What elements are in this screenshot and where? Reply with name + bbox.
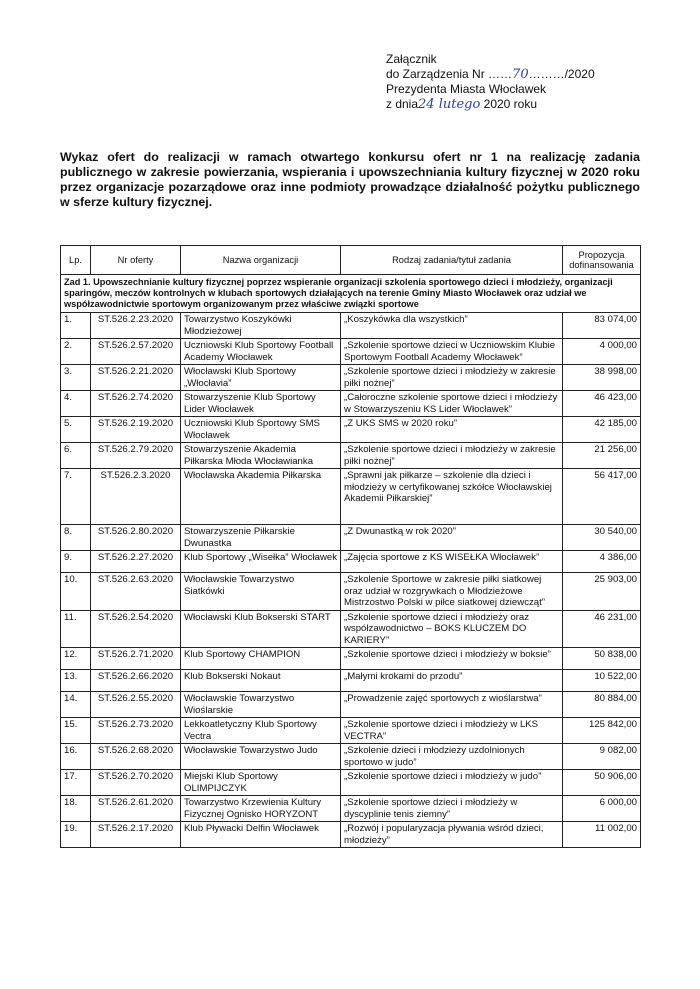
row-offer-number: ST.526.2.80.2020 [91, 525, 181, 551]
table-row [61, 770, 641, 796]
row-amount: 50 906,00 [563, 770, 641, 796]
row-lp: 16. [61, 744, 91, 770]
row-offer-number: ST.526.2.74.2020 [91, 391, 181, 417]
row-organization: Włocławskie Towarzystwo Judo [181, 744, 341, 770]
row-amount: 30 540,00 [563, 525, 641, 551]
table-row [61, 573, 641, 611]
row-offer-number: ST.526.2.68.2020 [91, 744, 181, 770]
document-title: Wykaz ofert do realizacji w ramach otwartego konkursu ofert nr 1 na realizację zadania publicznego w zakresie powierzania, wspierania i upowszechniania kultury fizycznej w 2020 roku przez organizacje pozarządowe oraz inne podmioty prowadzące działalność pożytku publicznego w sferze kultury fizycznej. [60, 150, 640, 209]
row-offer-number: ST.526.2.63.2020 [91, 573, 181, 611]
row-offer-number: ST.526.2.73.2020 [91, 718, 181, 744]
row-amount: 125 842,00 [563, 718, 641, 744]
ordinance-number-line [386, 67, 595, 82]
row-amount: 56 417,00 [563, 469, 641, 525]
row-organization: Klub Sportowy „Wisełka” Włocławek [181, 551, 341, 573]
header-offer-number: Nr oferty [91, 246, 181, 275]
row-task: „Zajęcia sportowe z KS WISEŁKA Włocławek” [341, 551, 563, 573]
row-organization: Stowarzyszenie Piłkarskie Dwunastka [181, 525, 341, 551]
date-line [386, 97, 595, 112]
row-lp: 17. [61, 770, 91, 796]
row-amount: 4 386,00 [563, 551, 641, 573]
row-organization: Stowarzyszenie Klub Sportowy Lider Włocławek [181, 391, 341, 417]
row-task: „Szkolenie sportowe dzieci i młodzieży w dyscyplinie tenis ziemny” [341, 796, 563, 822]
offers-table [60, 245, 641, 848]
row-organization: Miejski Klub Sportowy OLIMPIJCZYK [181, 770, 341, 796]
row-amount: 10 522,00 [563, 670, 641, 692]
row-organization: Klub Pływacki Delfin Włocławek [181, 822, 341, 848]
row-organization: Stowarzyszenie Akademia Piłkarska Młoda Włocławianka [181, 443, 341, 469]
table-row [61, 610, 641, 648]
row-organization: Klub Bokserski Nokaut [181, 670, 341, 692]
row-organization: Uczniowski Klub Sportowy Football Academy Włocławek [181, 339, 341, 365]
table-row [61, 744, 641, 770]
ordinance-prefix: do Zarządzenia Nr …… [386, 67, 513, 81]
row-lp: 12. [61, 648, 91, 670]
ordinance-suffix: ………/2020 [528, 67, 595, 81]
row-task: „Małymi krokami do przodu” [341, 670, 563, 692]
row-organization: Towarzystwo Koszykówki Młodzieżowej [181, 313, 341, 339]
issuer-line: Prezydenta Miasta Włocławek [386, 82, 547, 96]
row-task: „Koszykówka dla wszystkich” [341, 313, 563, 339]
header-organization: Nazwa organizacji [181, 246, 341, 275]
row-task: „Szkolenie sportowe dzieci w Uczniowskim Klubie Sportowym Football Academy Włocławek” [341, 339, 563, 365]
header-amount: Propozycja dofinansowania [563, 246, 641, 275]
header-lp: Lp. [61, 246, 91, 275]
row-amount: 6 000,00 [563, 796, 641, 822]
row-lp: 15. [61, 718, 91, 744]
row-amount: 50 838,00 [563, 648, 641, 670]
row-organization: Lekkoatletyczny Klub Sportowy Vectra [181, 718, 341, 744]
row-lp: 13. [61, 670, 91, 692]
row-lp: 11. [61, 610, 91, 648]
row-organization: Włocławski Klub Sportowy „Włocłavia” [181, 365, 341, 391]
table-row [61, 443, 641, 469]
row-task: „Z Dwunastką w rok 2020” [341, 525, 563, 551]
date-prefix: z dnia [386, 97, 419, 111]
annex-header [386, 52, 595, 112]
table-row [61, 648, 641, 670]
table-row [61, 313, 641, 339]
table-row [61, 551, 641, 573]
row-task: „Z UKS SMS w 2020 roku” [341, 417, 563, 443]
section-row [61, 275, 641, 313]
row-task: „Sprawni jak piłkarze – szkolenie dla dzieci i młodzieży w certyfikowanej szkółce Włocławskiej Akademii Piłkarskiej” [341, 469, 563, 525]
row-offer-number: ST.526.2.3.2020 [91, 469, 181, 525]
table-row [61, 525, 641, 551]
row-organization: Uczniowski Klub Sportowy SMS Włocławek [181, 417, 341, 443]
row-amount: 46 423,00 [563, 391, 641, 417]
row-lp: 8. [61, 525, 91, 551]
row-amount: 80 884,00 [563, 692, 641, 718]
row-lp: 5. [61, 417, 91, 443]
row-organization: Włocławska Akademia Piłkarska [181, 469, 341, 525]
row-lp: 6. [61, 443, 91, 469]
table-row [61, 718, 641, 744]
row-offer-number: ST.526.2.71.2020 [91, 648, 181, 670]
row-amount: 9 082,00 [563, 744, 641, 770]
table-row [61, 391, 641, 417]
row-task: „Szkolenie Sportowe w zakresie piłki siatkowej oraz udział w rozgrywkach o Młodzieżowe Mistrzostwo Polski w piłce siatkowej dziewcząt” [341, 573, 563, 611]
row-task: „Całoroczne szkolenie sportowe dzieci i młodzieży w Stowarzyszeniu KS Lider Włocławek” [341, 391, 563, 417]
row-task: „Szkolenie sportowe dzieci i młodzieży w zakresie piłki nożnej” [341, 365, 563, 391]
row-lp: 18. [61, 796, 91, 822]
row-lp: 4. [61, 391, 91, 417]
row-amount: 25 903,00 [563, 573, 641, 611]
row-amount: 11 002,00 [563, 822, 641, 848]
row-task: „Prowadzenie zajęć sportowych z wioślarstwa” [341, 692, 563, 718]
table-row [61, 692, 641, 718]
row-amount: 38 998,00 [563, 365, 641, 391]
row-task: „Rozwój i popularyzacja pływania wśród dzieci, młodzieży” [341, 822, 563, 848]
row-offer-number: ST.526.2.55.2020 [91, 692, 181, 718]
row-offer-number: ST.526.2.70.2020 [91, 770, 181, 796]
row-task: „Szkolenie dzieci i młodzieży uzdolnionych sportowo w judo” [341, 744, 563, 770]
row-organization: Włocławski Klub Bokserski START [181, 610, 341, 648]
row-lp: 3. [61, 365, 91, 391]
row-lp: 1. [61, 313, 91, 339]
row-task: „Szkolenie sportowe dzieci i młodzieży oraz współzawodnictwo – BOKS KLUCZEM DO KARIERY” [341, 610, 563, 648]
row-offer-number: ST.526.2.27.2020 [91, 551, 181, 573]
row-lp: 9. [61, 551, 91, 573]
row-offer-number: ST.526.2.54.2020 [91, 610, 181, 648]
row-lp: 19. [61, 822, 91, 848]
row-lp: 2. [61, 339, 91, 365]
handwritten-ordinance-number: 70 [512, 67, 529, 82]
row-lp: 14. [61, 692, 91, 718]
table-row [61, 365, 641, 391]
table-row [61, 796, 641, 822]
header-task: Rodzaj zadania/tytuł zadania [341, 246, 563, 275]
row-offer-number: ST.526.2.57.2020 [91, 339, 181, 365]
row-offer-number: ST.526.2.23.2020 [91, 313, 181, 339]
date-suffix: 2020 roku [483, 97, 538, 111]
annex-label: Załącznik [386, 52, 437, 66]
table-row [61, 469, 641, 525]
row-lp: 10. [61, 573, 91, 611]
row-task: „Szkolenie sportowe dzieci i młodzieży w boksie” [341, 648, 563, 670]
row-organization: Włocławskie Towarzystwo Siatkówki [181, 573, 341, 611]
row-task: „Szkolenie sportowe dzieci i młodzieży w zakresie piłki nożnej” [341, 443, 563, 469]
row-offer-number: ST.526.2.61.2020 [91, 796, 181, 822]
table-row [61, 417, 641, 443]
row-amount: 21 256,00 [563, 443, 641, 469]
row-amount: 83 074,00 [563, 313, 641, 339]
row-offer-number: ST.526.2.79.2020 [91, 443, 181, 469]
row-offer-number: ST.526.2.21.2020 [91, 365, 181, 391]
row-organization: Klub Sportowy CHAMPION [181, 648, 341, 670]
row-amount: 4 000,00 [563, 339, 641, 365]
row-offer-number: ST.526.2.19.2020 [91, 417, 181, 443]
table-row [61, 822, 641, 848]
row-task: „Szkolenie sportowe dzieci i młodzieży w judo” [341, 770, 563, 796]
table-header-row [61, 246, 641, 275]
row-organization: Towarzystwo Krzewienia Kultury Fizycznej Ognisko HORYZONT [181, 796, 341, 822]
row-offer-number: ST.526.2.66.2020 [91, 670, 181, 692]
row-task: „Szkolenie sportowe dzieci i młodzieży w LKS VECTRA” [341, 718, 563, 744]
row-lp: 7. [61, 469, 91, 525]
row-organization: Włocławskie Towarzystwo Wioślarskie [181, 692, 341, 718]
row-amount: 46 231,00 [563, 610, 641, 648]
table-row [61, 670, 641, 692]
row-amount: 42 185,00 [563, 417, 641, 443]
handwritten-date: 24 lutego [418, 97, 481, 112]
row-offer-number: ST.526.2.17.2020 [91, 822, 181, 848]
section-title: Zad 1. Upowszechnianie kultury fizycznej poprzez wspieranie organizacji szkolenia sportowego dzieci i młodzieży, organizacji sparingów, meczów kontrolnych w klubach sportowych działających na terenie Gminy Miasto Włocławek oraz udział we współzawodnictwie sportowym organizowanym przez właściwe związki sportowe [61, 275, 641, 313]
table-row [61, 339, 641, 365]
